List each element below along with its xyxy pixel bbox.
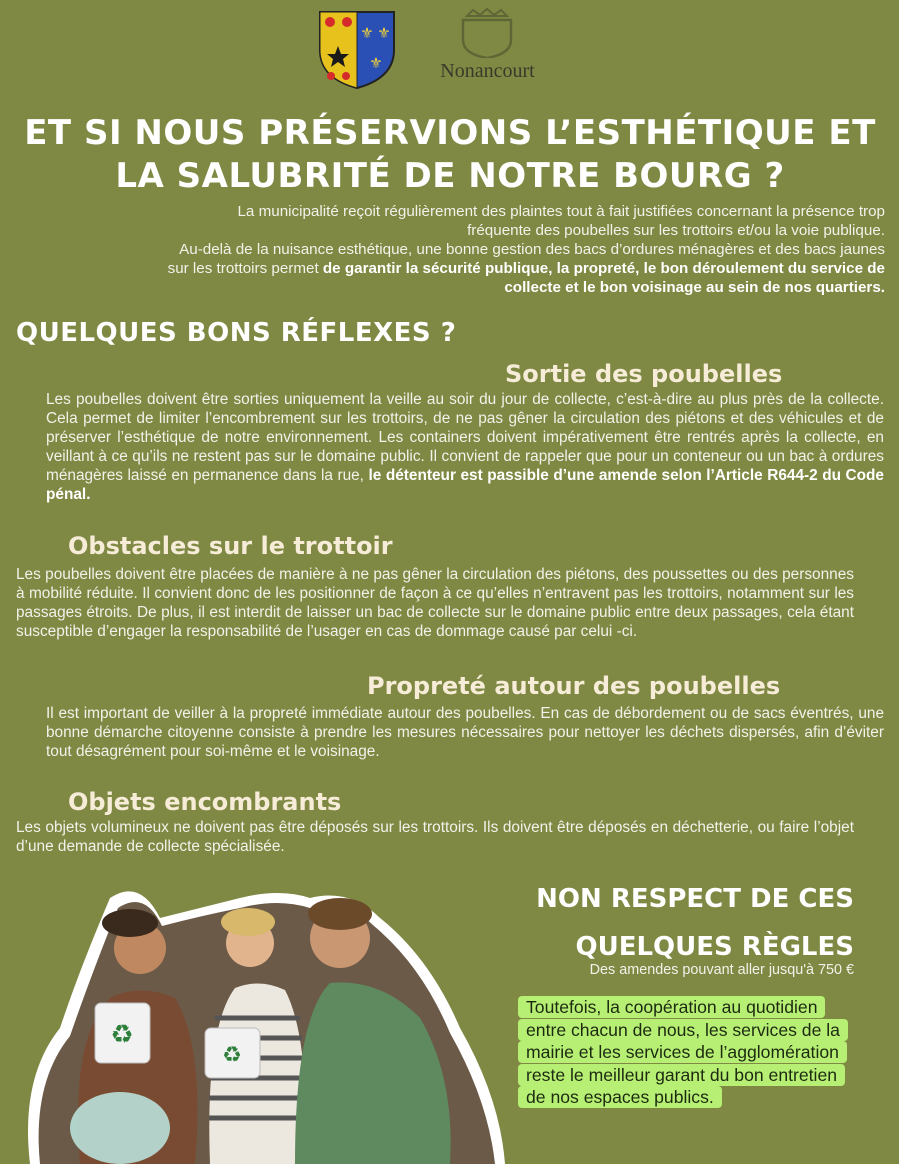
fine-amount: Des amendes pouvant aller jusqu'à 750 €	[589, 962, 854, 978]
non-respect-line-2: QUELQUES RÈGLES	[575, 932, 854, 962]
town-emblem	[425, 6, 550, 96]
title-line-1: ET SI NOUS PRÉSERVIONS L’ESTHÉTIQUE ET	[24, 113, 876, 153]
recycle-icon: ♻	[222, 1042, 242, 1067]
intro-line-4: sur les trottoirs permet de garantir la sécurité publique, la propreté, le bon déroulement du service de	[167, 260, 885, 277]
obstacles-heading: Obstacles sur le trottoir	[68, 532, 393, 560]
sortie-paragraph: Les poubelles doivent être sorties uniquement la veille au soir du jour de collecte, c’est-à-dire au plus près de la collecte. Cela permet de limiter l’encombrement sur les trottoirs, de ne pas gêner la circulation des piétons et des véhicules et de préserver l’esthétique de notre environnement. Les containers doivent impérativement être rentrés après la collecte, en veillant à ce qu’ils ne restent pas sur le domaine public. Il convient de rappeler que pour un conteneur ou un bac à ordures ménagères laissé en permanence dans la rue, le détenteur est passible d’une amende selon l’Article R644-2 du Code pénal.	[46, 391, 884, 503]
encombrants-paragraph: Les objets volumineux ne doivent pas être déposés sur les trottoirs. Ils doivent être déposés en déchetterie, ou faire l’objet d’une demande de collecte spécialisée.	[16, 819, 854, 855]
svg-text:⚜: ⚜	[369, 55, 383, 72]
crown-shield-icon	[425, 6, 550, 58]
coat-of-arms-logo	[318, 10, 396, 90]
intro-line-5: collecte et le bon voisinage au sein de nos quartiers.	[504, 279, 885, 296]
svg-text:⚜: ⚜	[360, 25, 374, 42]
cooperation-callout	[518, 996, 858, 1109]
recycle-icon: ♻	[110, 1019, 134, 1049]
intro-line-3: Au-delà de la nuisance esthétique, une bonne gestion des bacs d’ordures ménagères et des bacs jaunes	[179, 241, 885, 258]
proprete-heading: Propreté autour des poubelles	[367, 672, 781, 700]
sortie-heading: Sortie des poubelles	[505, 360, 783, 388]
title-line-2: LA SALUBRITÉ DE NOTRE BOURG ?	[115, 156, 785, 196]
encombrants-heading: Objets encombrants	[68, 788, 342, 816]
non-respect-line-1: NON RESPECT DE CES	[536, 884, 854, 914]
svg-text:⚜: ⚜	[377, 25, 391, 42]
page-title	[20, 112, 880, 198]
intro-line-2: fréquente des poubelles sur les trottoirs et/ou la voie publique.	[467, 222, 885, 239]
town-name: Nonancourt	[440, 60, 535, 82]
intro-line-1: La municipalité reçoit régulièrement des plaintes tout à fait justifiées concernant la présence trop	[237, 203, 885, 220]
intro-paragraph	[55, 202, 885, 297]
proprete-paragraph: Il est important de veiller à la propreté immédiate autour des poubelles. En cas de débordement ou de sacs éventrés, une bonne démarche citoyenne consiste à prendre les mesures nécessaires pour nettoyer les déchets dispersés, afin d’éviter tout désagrément pour soi-même et le voisinage.	[46, 705, 884, 760]
volunteers-photo	[10, 878, 510, 1164]
callout-text: Toutefois, la coopération au quotidien entre chacun de nous, les services de la mairie et les services de l’agglomération reste le meilleur garant du bon entretien de nos espaces publics.	[518, 996, 848, 1108]
non-respect-title	[494, 875, 854, 971]
obstacles-paragraph: Les poubelles doivent être placées de manière à ne pas gêner la circulation des piétons, des poussettes ou des personnes à mobilité réduite. Il convient donc de les positionner de façon à ce qu’elles n’entravent pas les trottoirs, notamment sur les passages étroits. De plus, il est interdit de laisser un bac de collecte sur le domaine public entre deux passages, cela étant susceptible d’engager la responsabilité de l’usager en cas de dommage causé par celui -ci.	[16, 566, 854, 640]
reflexes-heading: QUELQUES BONS RÉFLEXES ?	[16, 318, 457, 348]
